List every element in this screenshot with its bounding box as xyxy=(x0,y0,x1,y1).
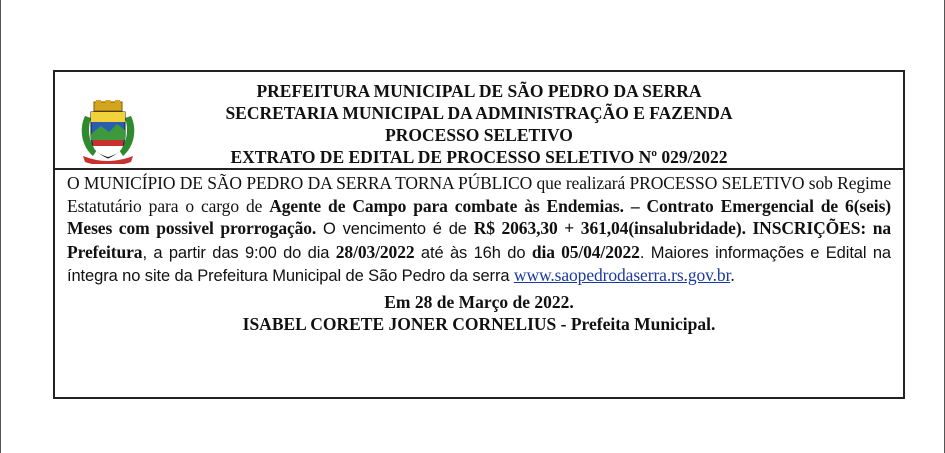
left-edge-line xyxy=(0,0,1,453)
date-line: Em 28 de Março de 2022. xyxy=(384,291,574,312)
prefeitura-site-link[interactable]: www.saopedrodaserra.rs.gov.br xyxy=(513,265,731,286)
notice-body xyxy=(55,170,903,288)
body-cargo: Agente de Campo para combate às Endemias. – Contrato Emergencial de 6(seis) Meses com possivel prorrogação. xyxy=(67,195,892,239)
body-start-date: 28/03/2022 xyxy=(335,241,415,262)
body-text-partir: , a partir das 9:00 do dia xyxy=(142,243,336,262)
body-text-intro: O MUNICÍPIO DE SÃO PEDRO DA SERRA TORNA PÚBLICO que realizará PROCESSO SELETIVO sob Regime Estatutário para o cargo de xyxy=(67,173,891,216)
body-text-end: . xyxy=(730,265,735,286)
signature-line: ISABEL CORETE JONER CORNELIUS - Prefeita Municipal. xyxy=(242,313,716,334)
header-line-extrato: EXTRATO DE EDITAL DE PROCESSO SELETIVO Nº 029/2022 xyxy=(230,147,728,167)
edital-notice xyxy=(53,70,905,399)
body-end-date: dia 05/04/2022 xyxy=(531,241,640,262)
header-line-prefeitura: PREFEITURA MUNICIPAL DE SÃO PEDRO DA SERRA xyxy=(256,81,702,101)
notice-header xyxy=(55,72,903,170)
header-line-processo: PROCESSO SELETIVO xyxy=(385,125,573,145)
header-title-block xyxy=(55,80,903,168)
body-text-ate: até às 16h do xyxy=(414,243,532,262)
body-salary-inscricoes: R$ 2063,30 + 361,04(insalubridade). INSCRIÇÕES: na Prefeitura xyxy=(67,218,892,262)
header-line-secretaria: SECRETARIA MUNICIPAL DA ADMINISTRAÇÃO E FAZENDA xyxy=(225,103,733,123)
body-text-vencimento: O vencimento é de xyxy=(316,220,474,239)
body-text-info: . Maiores informações e Edital na íntegra no site da Prefeitura Municipal de São Pedro da serra xyxy=(67,243,892,286)
